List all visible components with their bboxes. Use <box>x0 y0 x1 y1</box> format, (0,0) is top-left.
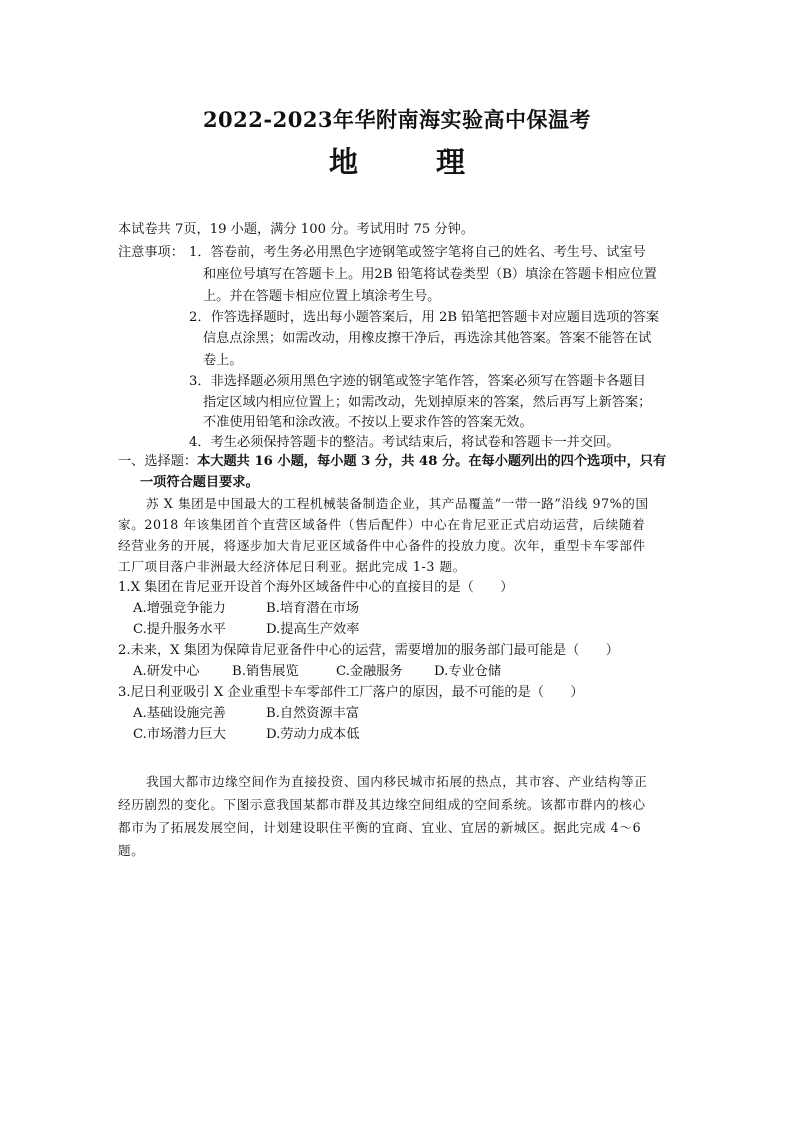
exam-title: 2022-2023年华附南海实验高中保温考 <box>202 107 592 132</box>
notice-item-1-line-3: 上。并在答题卡相应位置上填涂考生号。 <box>203 289 441 304</box>
question-3-option-a: A.基础设施完善 <box>133 706 226 721</box>
notice-item-2-line-3: 卷上。 <box>203 353 243 368</box>
question-1-option-c: C.提升服务水平 <box>133 622 226 637</box>
question-3-option-c: C.市场潜力巨大 <box>133 727 226 742</box>
section-heading-body: 本大题共 16 小题，每小题 3 分，共 48 分。在每小题列出的四个选项中，只有 <box>197 454 667 469</box>
notice-item-3-line-2: 指定区域内相应位置上；如需改动，先划掉原来的答案，然后再写上新答案； <box>203 395 652 410</box>
notice-item-3-line-1: 3．非选择题必须用黑色字迹的钢笔或签字笔作答，答案必须写在答题卡各题目 <box>189 374 646 389</box>
question-3-option-d: D.劳动力成本低 <box>266 727 360 742</box>
passage1-line-3: 经营业务的开展，将逐步加大肯尼亚区域备件中心备件的投放力度。次年，重型卡车零部件 <box>118 538 646 553</box>
notice-item-1-line-1: 1．答卷前，考生务必用黑色字迹钢笔或签字笔将自己的姓名、考生号、试室号 <box>189 245 646 260</box>
question-2-option-b: B.销售展览 <box>232 664 299 679</box>
subject-title: 地 理 <box>328 145 500 179</box>
question-1-option-a: A.增强竞争能力 <box>133 601 226 616</box>
passage1-line-2: 家。2018 年该集团首个直营区域备件（售后配件）中心在肯尼亚正式启动运营，后续随着 <box>118 517 646 532</box>
notice-item-1-line-2: 和座位号填写在答题卡上。用2B 铅笔将试卷类型（B）填涂在答题卡相应位置 <box>203 267 657 282</box>
notice-label: 注意事项： <box>118 245 184 260</box>
passage2-line-2: 经历剧烈的变化。下图示意我国某都市群及其边缘空间组成的空间系统。该都市群内的核心 <box>118 797 646 812</box>
section-heading-prefix: 一、选择题： <box>118 454 198 469</box>
question-2-stem: 2.未来，X 集团为保障肯尼亚备件中心的运营，需要增加的服务部门最可能是（ ） <box>118 643 619 658</box>
notice-item-2-line-2: 信息点涂黑；如需改动，用橡皮擦干净后，再选涂其他答案。答案不能答在试 <box>203 331 652 346</box>
question-1-option-b: B.培育潜在市场 <box>266 601 360 616</box>
passage2-line-3: 都市为了拓展发展空间，计划建设职住平衡的宜商、宜业、宜居的新城区。据此完成 4～6 <box>118 820 642 835</box>
question-1-stem: 1.X 集团在肯尼亚开设首个海外区域备件中心的直接目的是（ ） <box>118 580 514 595</box>
section-heading-line-2: 一项符合题目要求。 <box>140 475 259 490</box>
intro-line: 本试卷共 7页，19 小题，满分 100 分。考试用时 75 分钟。 <box>118 222 475 237</box>
passage2-line-1: 我国大都市边缘空间作为直接投资、国内移民城市拓展的热点，其市容、产业结构等正 <box>146 774 648 789</box>
question-1-option-d: D.提高生产效率 <box>266 622 360 637</box>
question-3-option-b: B.自然资源丰富 <box>266 706 360 721</box>
question-3-stem: 3.尼日利亚吸引 X 企业重型卡车零部件工厂落户的原因，最不可能的是（ ） <box>118 685 584 700</box>
section-heading <box>118 452 666 472</box>
question-2-option-d: D.专业仓储 <box>434 664 502 679</box>
passage1-line-4: 工厂项目落户非洲最大经济体尼日利亚。据此完成 1-3 题。 <box>118 559 466 574</box>
passage1-line-1: 苏 X 集团是中国最大的工程机械装备制造企业，其产品覆盖“一带一路”沿线 97%的国 <box>146 496 649 511</box>
notice-item-3-line-3: 不准使用铅笔和涂改液。不按以上要求作答的答案无效。 <box>203 415 533 430</box>
notice-item-2-line-1: 2．作答选择题时，选出每小题答案后，用 2B 铅笔把答题卡对应题目选项的答案 <box>189 310 660 325</box>
passage2-line-4: 题。 <box>118 843 145 858</box>
question-2-option-a: A.研发中心 <box>133 664 200 679</box>
question-2-option-c: C.金融服务 <box>336 664 403 679</box>
notice-item-4-line-1: 4．考生必须保持答题卡的整洁。考试结束后，将试卷和答题卡一并交回。 <box>189 435 620 450</box>
